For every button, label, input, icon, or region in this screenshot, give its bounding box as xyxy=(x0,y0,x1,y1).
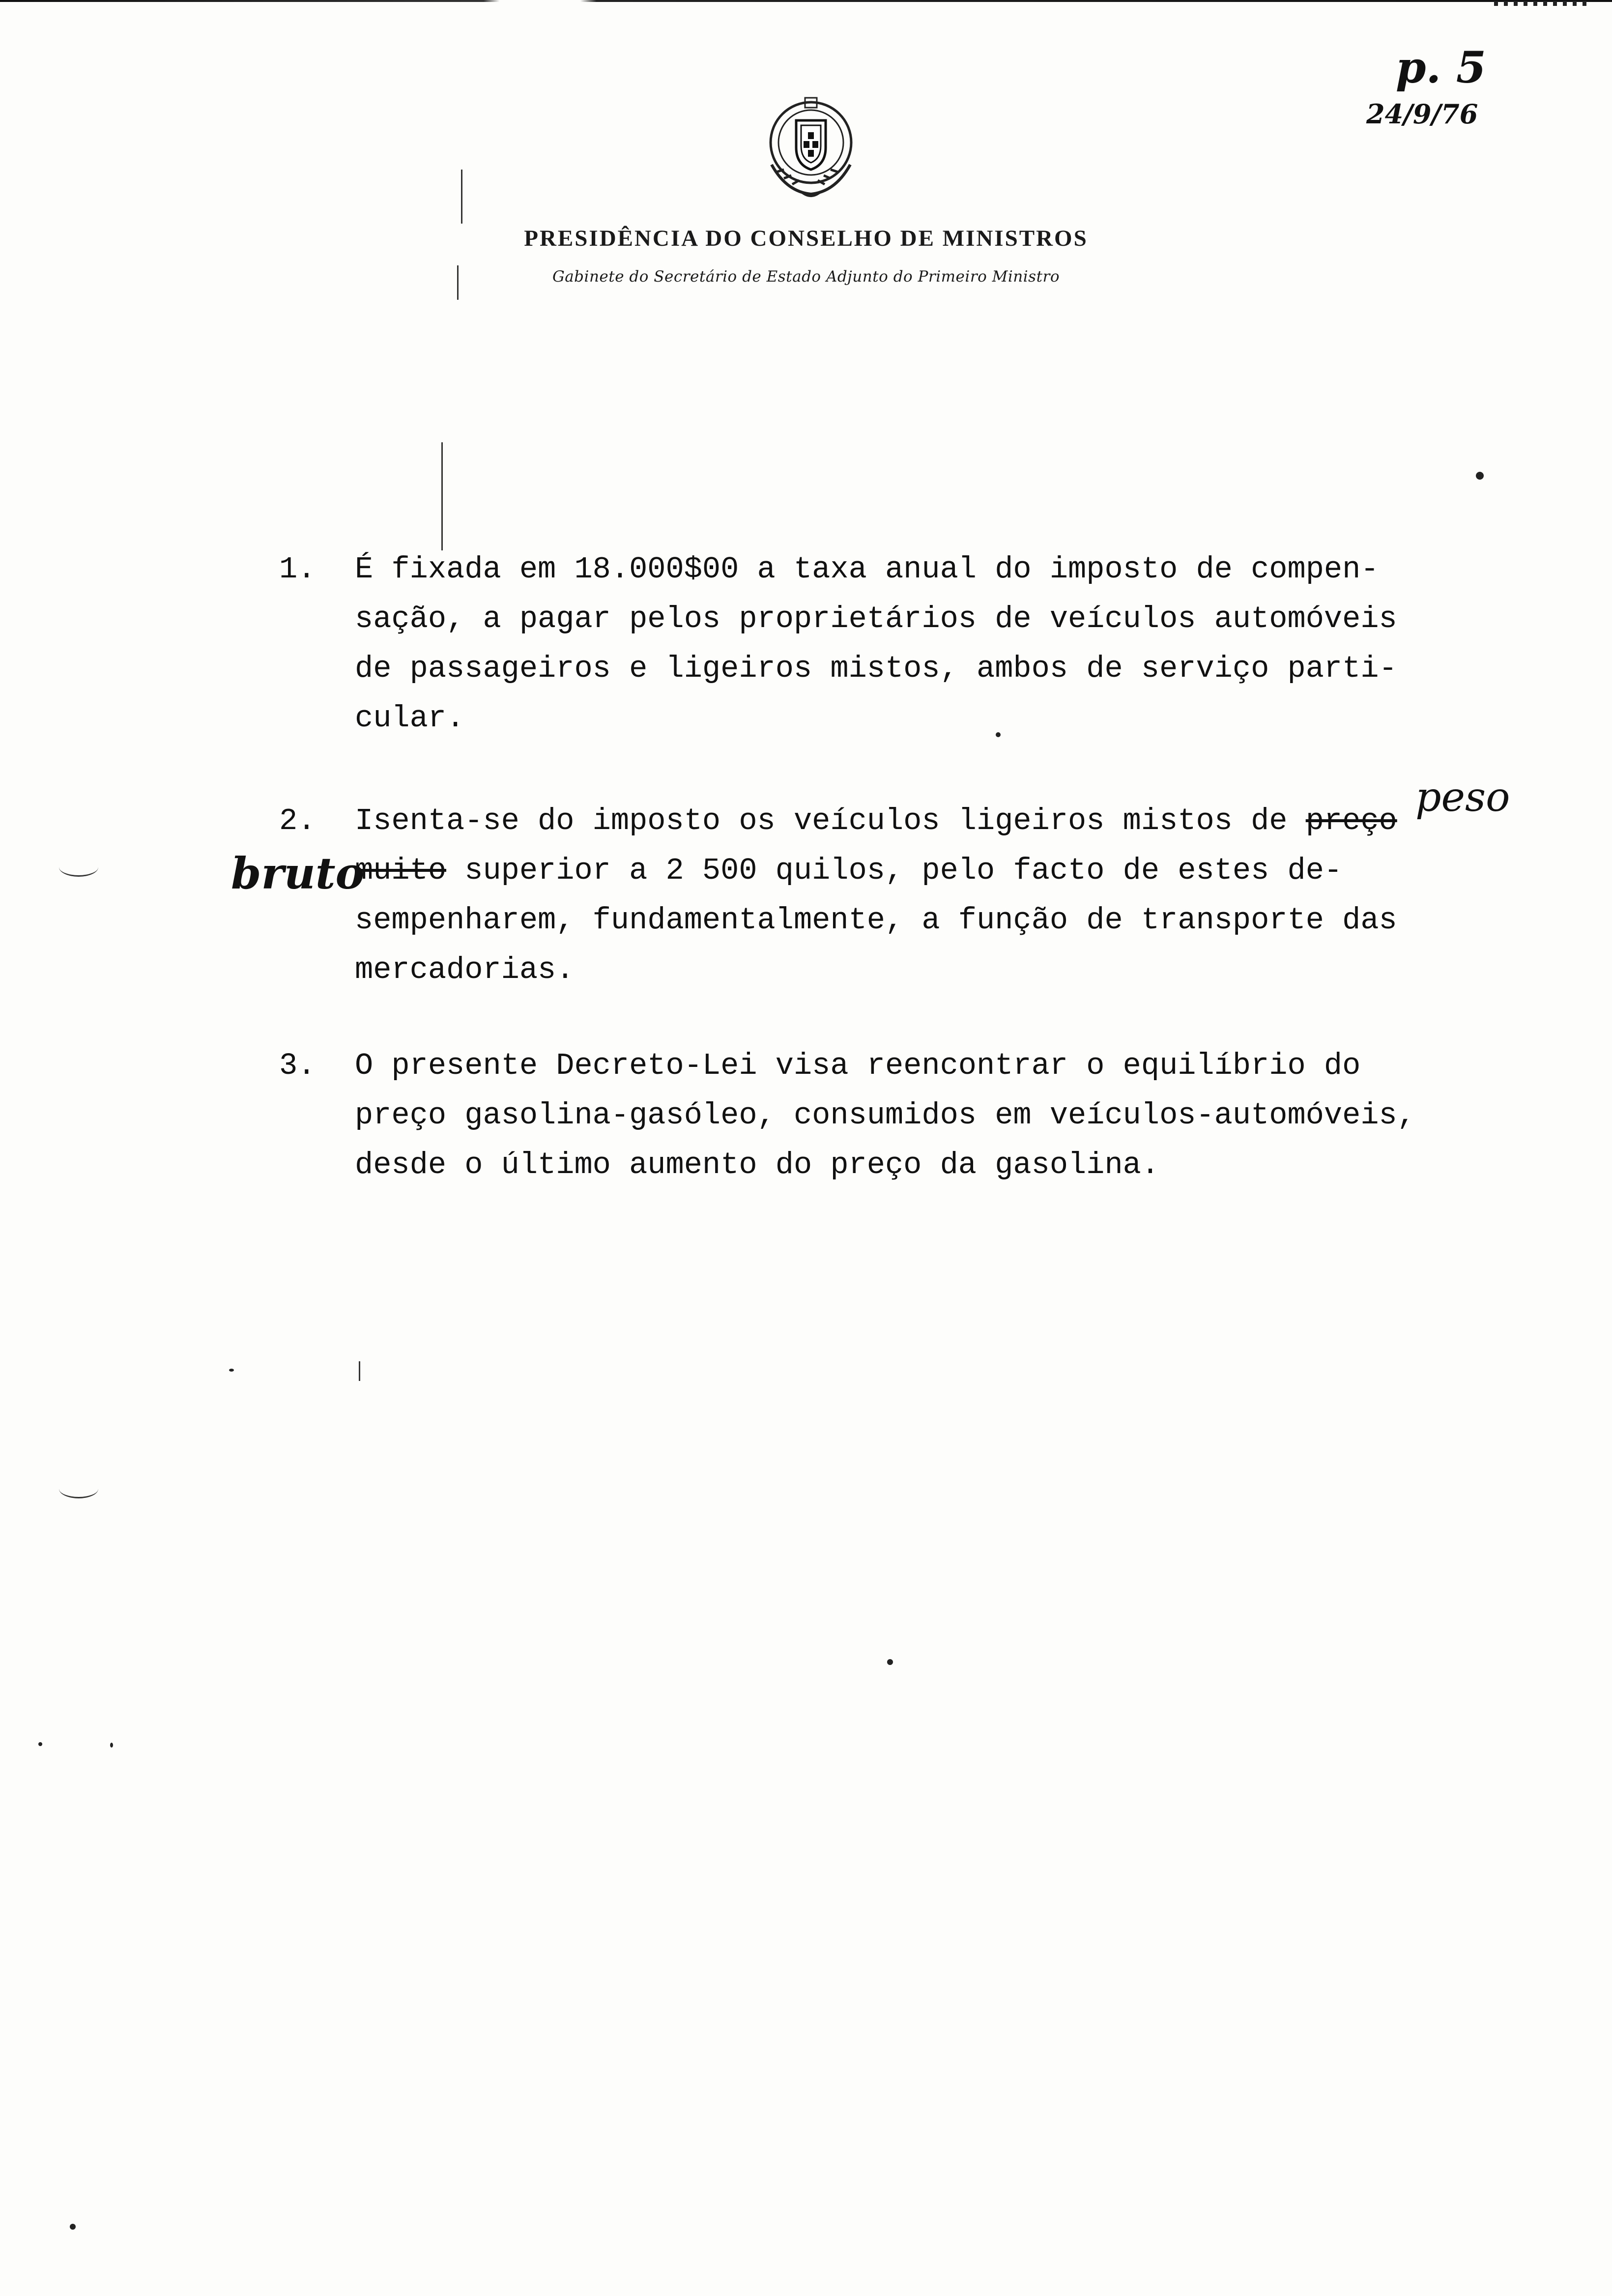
text-line: O presente Decreto-Lei visa reencontrar o equilíbrio do xyxy=(355,1048,1361,1083)
text-line: sação, a pagar pelos proprietários de veículos automóveis xyxy=(355,602,1397,636)
scan-speck xyxy=(1476,472,1484,480)
text-line: desde o último aumento do preço da gasolina. xyxy=(355,1148,1160,1182)
clause-number: 3. xyxy=(279,1048,316,1083)
scan-edge-arc xyxy=(59,1479,98,1498)
struck-word: muito xyxy=(355,853,447,888)
text-line: sempenharem, fundamentalmente, a função de transporte das xyxy=(355,903,1397,938)
scan-speck xyxy=(38,1742,42,1746)
scan-edge-arc xyxy=(59,858,98,877)
scan-mark xyxy=(441,442,443,550)
scan-edge-marks xyxy=(1494,1,1592,6)
scan-mark xyxy=(457,265,459,300)
text-line: preço gasolina-gasóleo, consumidos em veículos-automóveis, xyxy=(355,1098,1415,1133)
text-line: É fixada em 18.000$00 a taxa anual do imposto de compen- xyxy=(355,552,1379,587)
text-line: de passageiros e ligeiros mistos, ambos de serviço parti- xyxy=(355,651,1397,686)
handwritten-margin-note: bruto xyxy=(231,848,365,899)
text-segment: Isenta-se do imposto os veículos ligeiros mistos de xyxy=(355,804,1306,838)
scan-speck xyxy=(110,1743,113,1748)
scan-mark xyxy=(461,170,462,224)
clause-text xyxy=(355,1041,1415,1190)
scan-edge-line xyxy=(0,0,1612,2)
handwritten-insert: peso xyxy=(1415,774,1510,821)
clause-text xyxy=(355,796,1397,995)
text-line: mercadorias. xyxy=(355,952,575,987)
coat-of-arms-icon xyxy=(757,91,865,204)
clause-text xyxy=(355,545,1397,743)
scan-speck xyxy=(229,1369,234,1372)
text-line xyxy=(355,796,1397,846)
handwritten-page-ref: p. 5 xyxy=(1396,42,1487,93)
clause-number: 2. xyxy=(279,804,316,838)
text-line xyxy=(355,846,1397,895)
text-line: cular. xyxy=(355,701,465,736)
ministry-title: PRESIDÊNCIA DO CONSELHO DE MINISTROS xyxy=(524,226,1088,251)
handwritten-date: 24/9/76 xyxy=(1366,98,1478,130)
clause-number: 1. xyxy=(279,552,316,587)
struck-word: preço xyxy=(1305,804,1397,838)
scan-speck xyxy=(887,1659,893,1665)
scan-speck xyxy=(70,2224,76,2230)
office-subtitle: Gabinete do Secretário de Estado Adjunto do Primeiro Ministro xyxy=(552,268,1060,286)
scan-mark xyxy=(359,1361,360,1381)
text-segment: superior a 2 500 quilos, pelo facto de estes de- xyxy=(446,853,1343,888)
scan-speck xyxy=(996,732,1001,737)
